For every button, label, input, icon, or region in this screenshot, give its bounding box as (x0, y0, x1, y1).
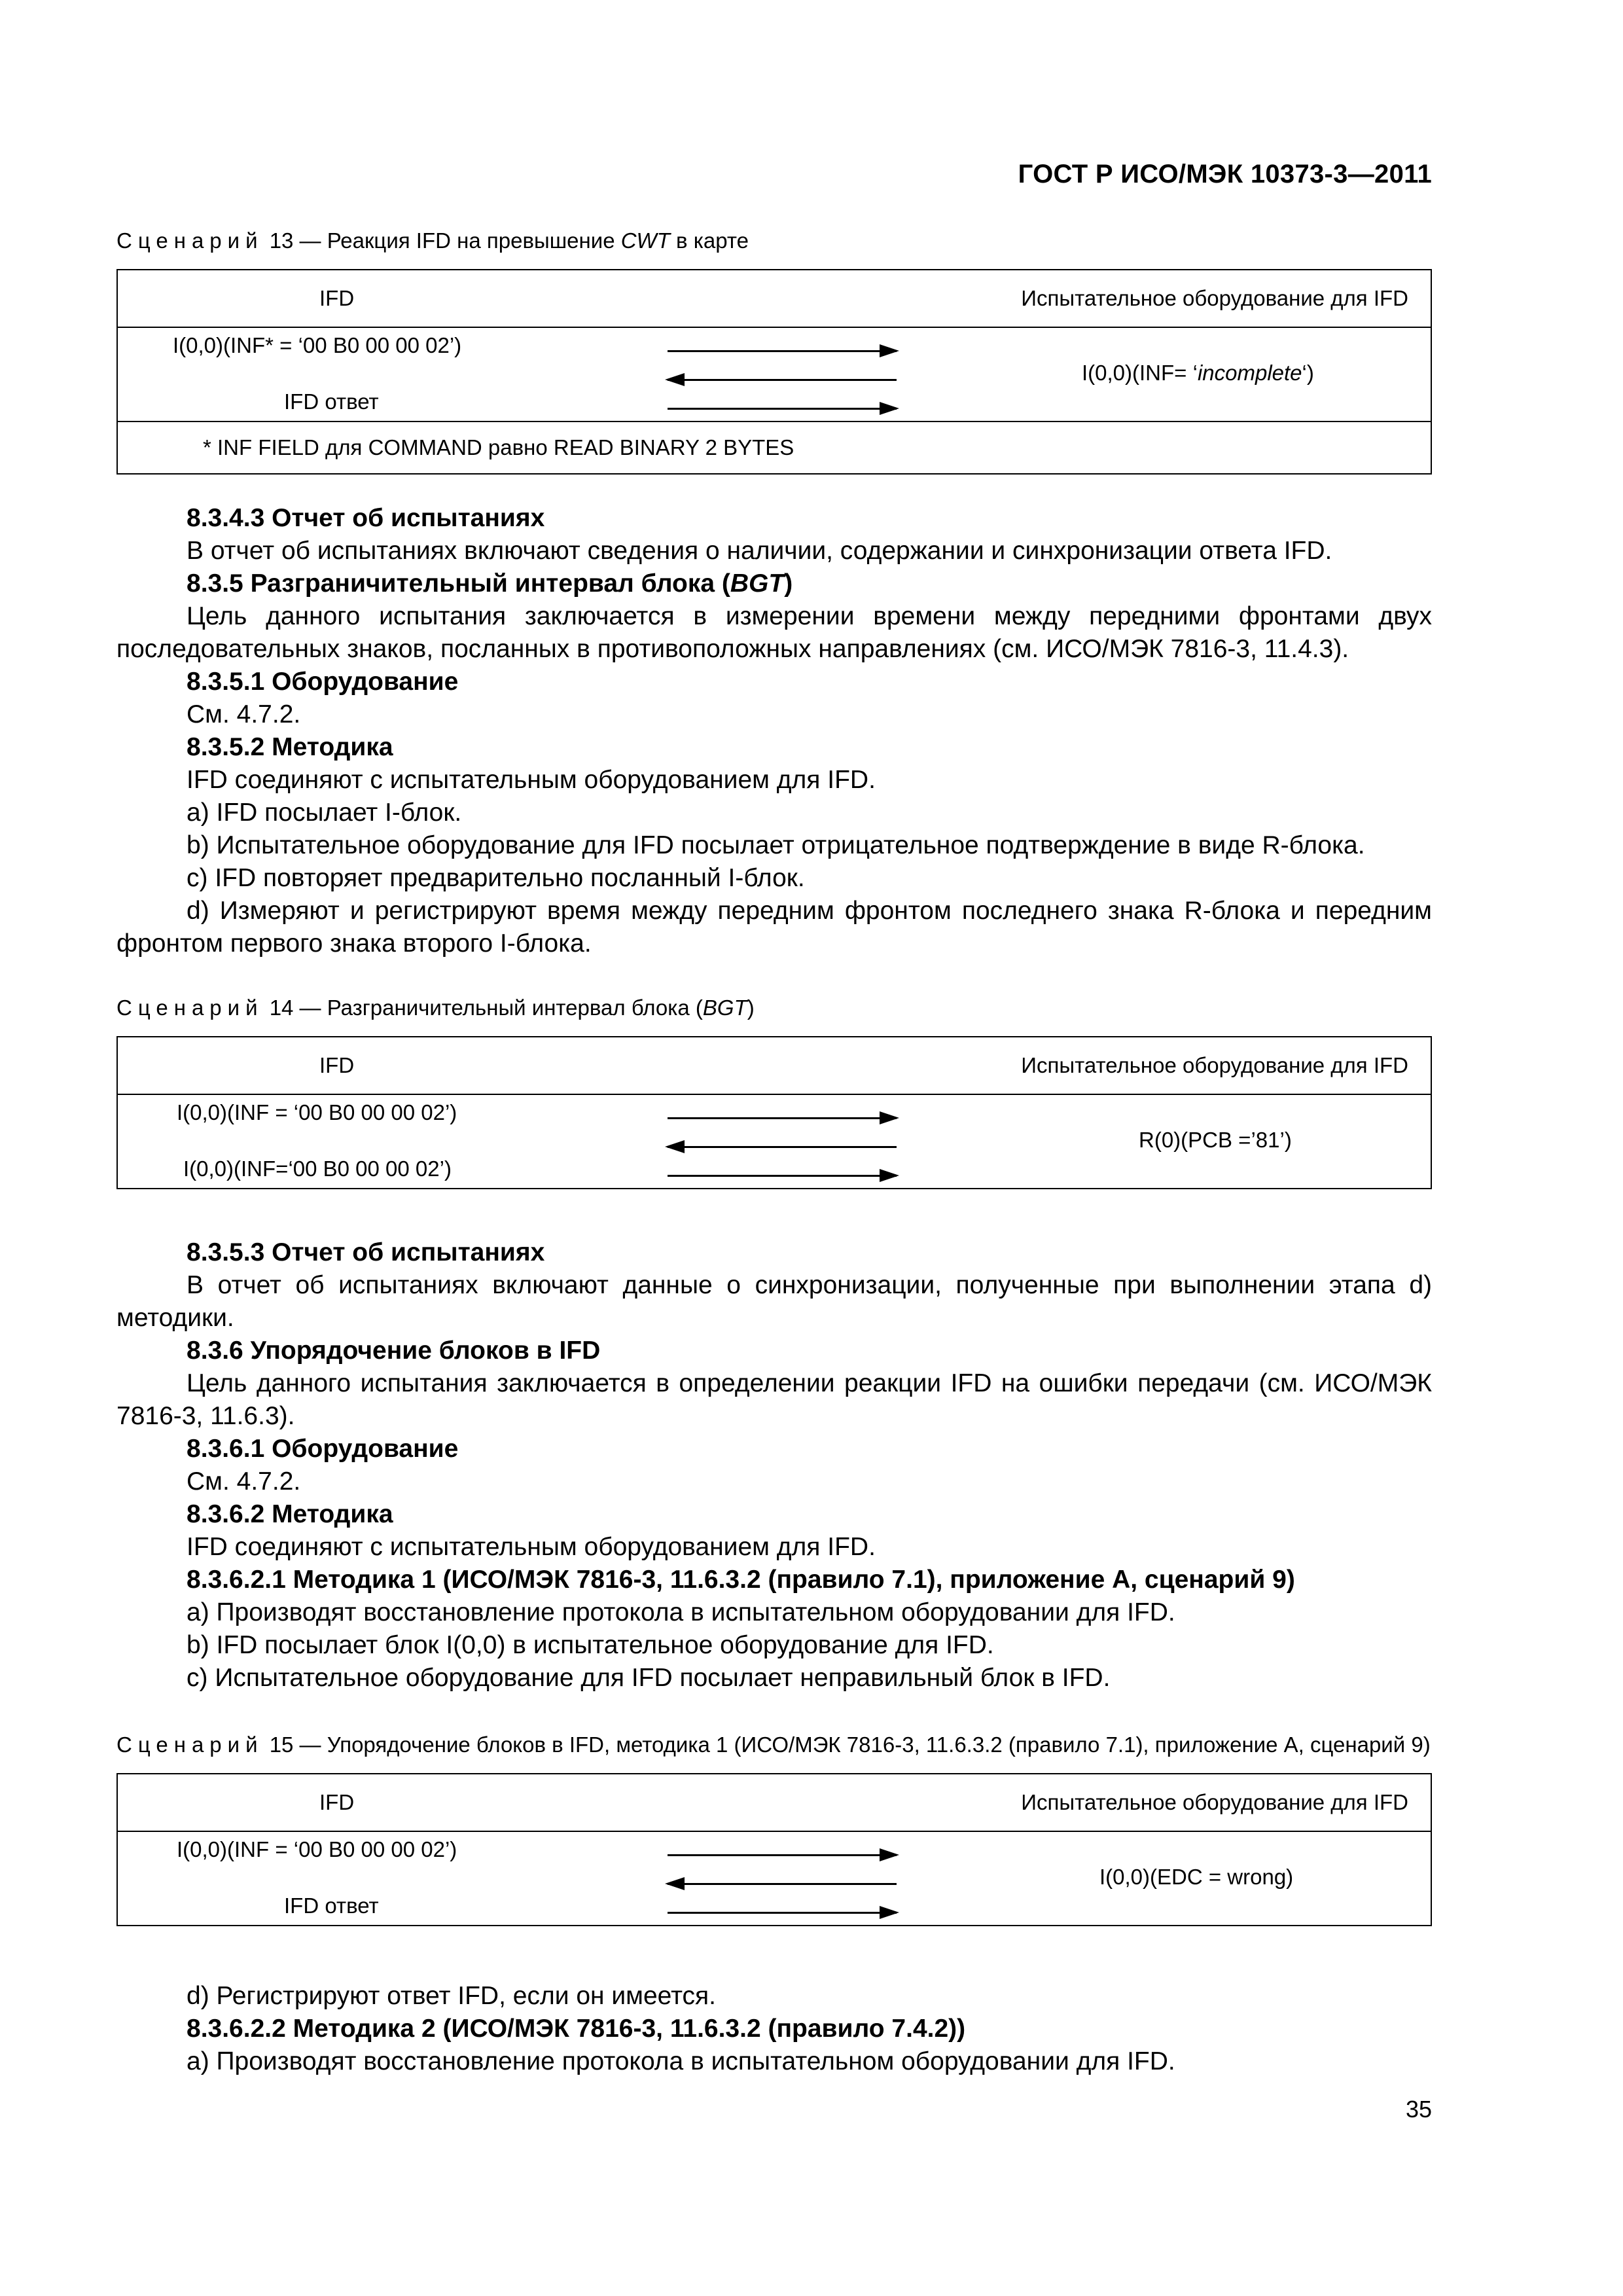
page-number: 35 (1405, 2096, 1432, 2123)
col-test-equipment: Испытательное оборудование для IFD (774, 1774, 1431, 1831)
scenario-14-table (116, 1036, 1432, 1189)
heading-8-3-5-2: 8.3.5.2 Методика (187, 733, 393, 761)
arrow-right-icon (668, 1854, 897, 1856)
scenario-13-caption (116, 226, 1432, 256)
col-ifd: IFD (117, 270, 774, 327)
col-test-equipment: Испытательное оборудование для IFD (774, 270, 1431, 327)
arrow-right-icon (668, 1117, 897, 1119)
caption-text: 14 — Разграничительный интервал блока ( (269, 996, 703, 1020)
arrow-left-icon (668, 1146, 897, 1148)
footnote: * INF FIELD для COMMAND равно READ BINARY 2 BYTES (117, 422, 1431, 474)
list-item: c) IFD повторяет предварительно посланный I-блок. (187, 864, 805, 892)
ifd-message: I(0,0)(INF = ‘00 B0 00 00 02’) (177, 1837, 457, 1861)
heading-8-3-6-2-2: 8.3.6.2.2 Методика 2 (ИСО/МЭК 7816-3, 11.6.3.2 (правило 7.4.2)) (187, 2015, 966, 2043)
list-item: d) Измеряют и регистрируют время между передним фронтом последнего знака R-блока и передним фронтом первого знака второго I-блока. (116, 897, 1432, 958)
caption-text-end: в карте (669, 228, 749, 253)
arrow-right-icon (668, 1912, 897, 1914)
arrow-right-icon (668, 350, 897, 352)
table-header-row (117, 1037, 1431, 1094)
paragraph: См. 4.7.2. (187, 700, 301, 728)
list-item: b) IFD посылает блок I(0,0) в испытательное оборудование для IFD. (187, 1631, 994, 1659)
page-content (116, 226, 1432, 2078)
arrow-left-icon (668, 1883, 897, 1885)
ifd-answer: IFD ответ (284, 389, 379, 414)
list-item: a) IFD посылает I-блок. (187, 798, 462, 827)
scenario-15-table (116, 1773, 1432, 1926)
ifd-answer: IFD ответ (284, 1893, 379, 1918)
caption-text-end: ) (747, 996, 755, 1020)
scenario-13-table (116, 269, 1432, 475)
ifd-repeat-message: I(0,0)(INF=‘00 B0 00 00 02’) (183, 1157, 452, 1181)
paragraph: Цель данного испытания заключается в определении реакции IFD на ошибки передачи (см. ИСО/МЭК 7816-3, 11.6.3). (116, 1369, 1432, 1430)
scenario-label: Сценарий (116, 996, 264, 1020)
equipment-response: I(0,0)(EDC = wrong) (1099, 1865, 1294, 1889)
paragraph: В отчет об испытаниях включают сведения о наличии, содержании и синхронизации ответа IFD. (187, 537, 1332, 565)
scenario-label: Сценарий (116, 228, 264, 253)
heading-8-3-6: 8.3.6 Упорядочение блоков в IFD (187, 1336, 601, 1365)
list-item: c) Испытательное оборудование для IFD посылает неправильный блок в IFD. (187, 1664, 1111, 1692)
caption-text: 15 — Упорядочение блоков в IFD, методика 1 (ИСО/МЭК 7816-3, 11.6.3.2 (правило 7.1), приложение А, сценарий 9) (269, 1732, 1431, 1757)
message-exchange (117, 1094, 1431, 1189)
scenario-label: Сценарий (116, 1732, 264, 1757)
heading-8-3-6-1: 8.3.6.1 Оборудование (187, 1435, 459, 1463)
paragraph: IFD соединяют с испытательным оборудованием для IFD. (187, 1533, 876, 1561)
heading-8-3-5: 8.3.5 Разграничительный интервал блока (BGT) (187, 569, 793, 598)
ifd-message: I(0,0)(INF* = ‘00 B0 00 00 02’) (173, 333, 462, 357)
message-row (117, 327, 1431, 422)
col-test-equipment: Испытательное оборудование для IFD (774, 1037, 1431, 1094)
list-item: d) Регистрируют ответ IFD, если он имеется. (187, 1982, 716, 2010)
arrow-right-icon (668, 1175, 897, 1177)
scenario-15-caption (116, 1730, 1432, 1760)
list-item: a) Производят восстановление протокола в испытательном оборудовании для IFD. (187, 1598, 1175, 1626)
list-item: b) Испытательное оборудование для IFD посылает отрицательное подтверждение в виде R-блока. (187, 831, 1365, 859)
section-8-3-5-3 (116, 1236, 1432, 1695)
list-item: a) Производят восстановление протокола в испытательном оборудовании для IFD. (187, 2047, 1175, 2075)
section-8-3-6-2-2 (116, 1980, 1432, 2078)
section-8-3-4-3 (116, 502, 1432, 960)
heading-8-3-6-2-1: 8.3.6.2.1 Методика 1 (ИСО/МЭК 7816-3, 11.6.3.2 (правило 7.1), приложение А, сценарий 9) (187, 1566, 1295, 1594)
arrow-left-icon (668, 379, 897, 381)
heading-8-3-5-3: 8.3.5.3 Отчет об испытаниях (187, 1238, 545, 1266)
message-exchange (117, 327, 1431, 422)
paragraph: В отчет об испытаниях включают данные о синхронизации, полученные при выполнении этапа d) методики. (116, 1271, 1432, 1332)
col-ifd: IFD (117, 1037, 774, 1094)
heading-8-3-5-1: 8.3.5.1 Оборудование (187, 668, 459, 696)
message-exchange (117, 1831, 1431, 1926)
message-row (117, 1094, 1431, 1189)
scenario-14-caption (116, 993, 1432, 1023)
col-ifd: IFD (117, 1774, 774, 1831)
heading-8-3-6-2: 8.3.6.2 Методика (187, 1500, 393, 1528)
table-header-row (117, 270, 1431, 327)
table-header-row (117, 1774, 1431, 1831)
paragraph: IFD соединяют с испытательным оборудованием для IFD. (187, 766, 876, 794)
heading-8-3-4-3: 8.3.4.3 Отчет об испытаниях (187, 504, 545, 532)
caption-text: 13 — Реакция IFD на превышение (269, 228, 621, 253)
arrow-right-icon (668, 408, 897, 410)
paragraph: См. 4.7.2. (187, 1467, 301, 1496)
standard-header: ГОСТ Р ИСО/МЭК 10373-3—2011 (1018, 160, 1432, 188)
paragraph: Цель данного испытания заключается в измерении времени между передними фронтами двух последовательных знаков, посланных в противоположных направлениях (см. ИСО/МЭК 7816-3, 11.4.3). (116, 602, 1432, 663)
message-row (117, 1831, 1431, 1926)
ifd-message: I(0,0)(INF = ‘00 B0 00 00 02’) (177, 1100, 457, 1124)
caption-italic: CWT (620, 228, 670, 253)
caption-italic: BGT (702, 996, 747, 1020)
equipment-response: R(0)(PCB =’81’) (1139, 1128, 1292, 1152)
equipment-response: I(0,0)(INF= ‘incomplete‘) (1082, 361, 1314, 385)
note-row (117, 422, 1431, 474)
